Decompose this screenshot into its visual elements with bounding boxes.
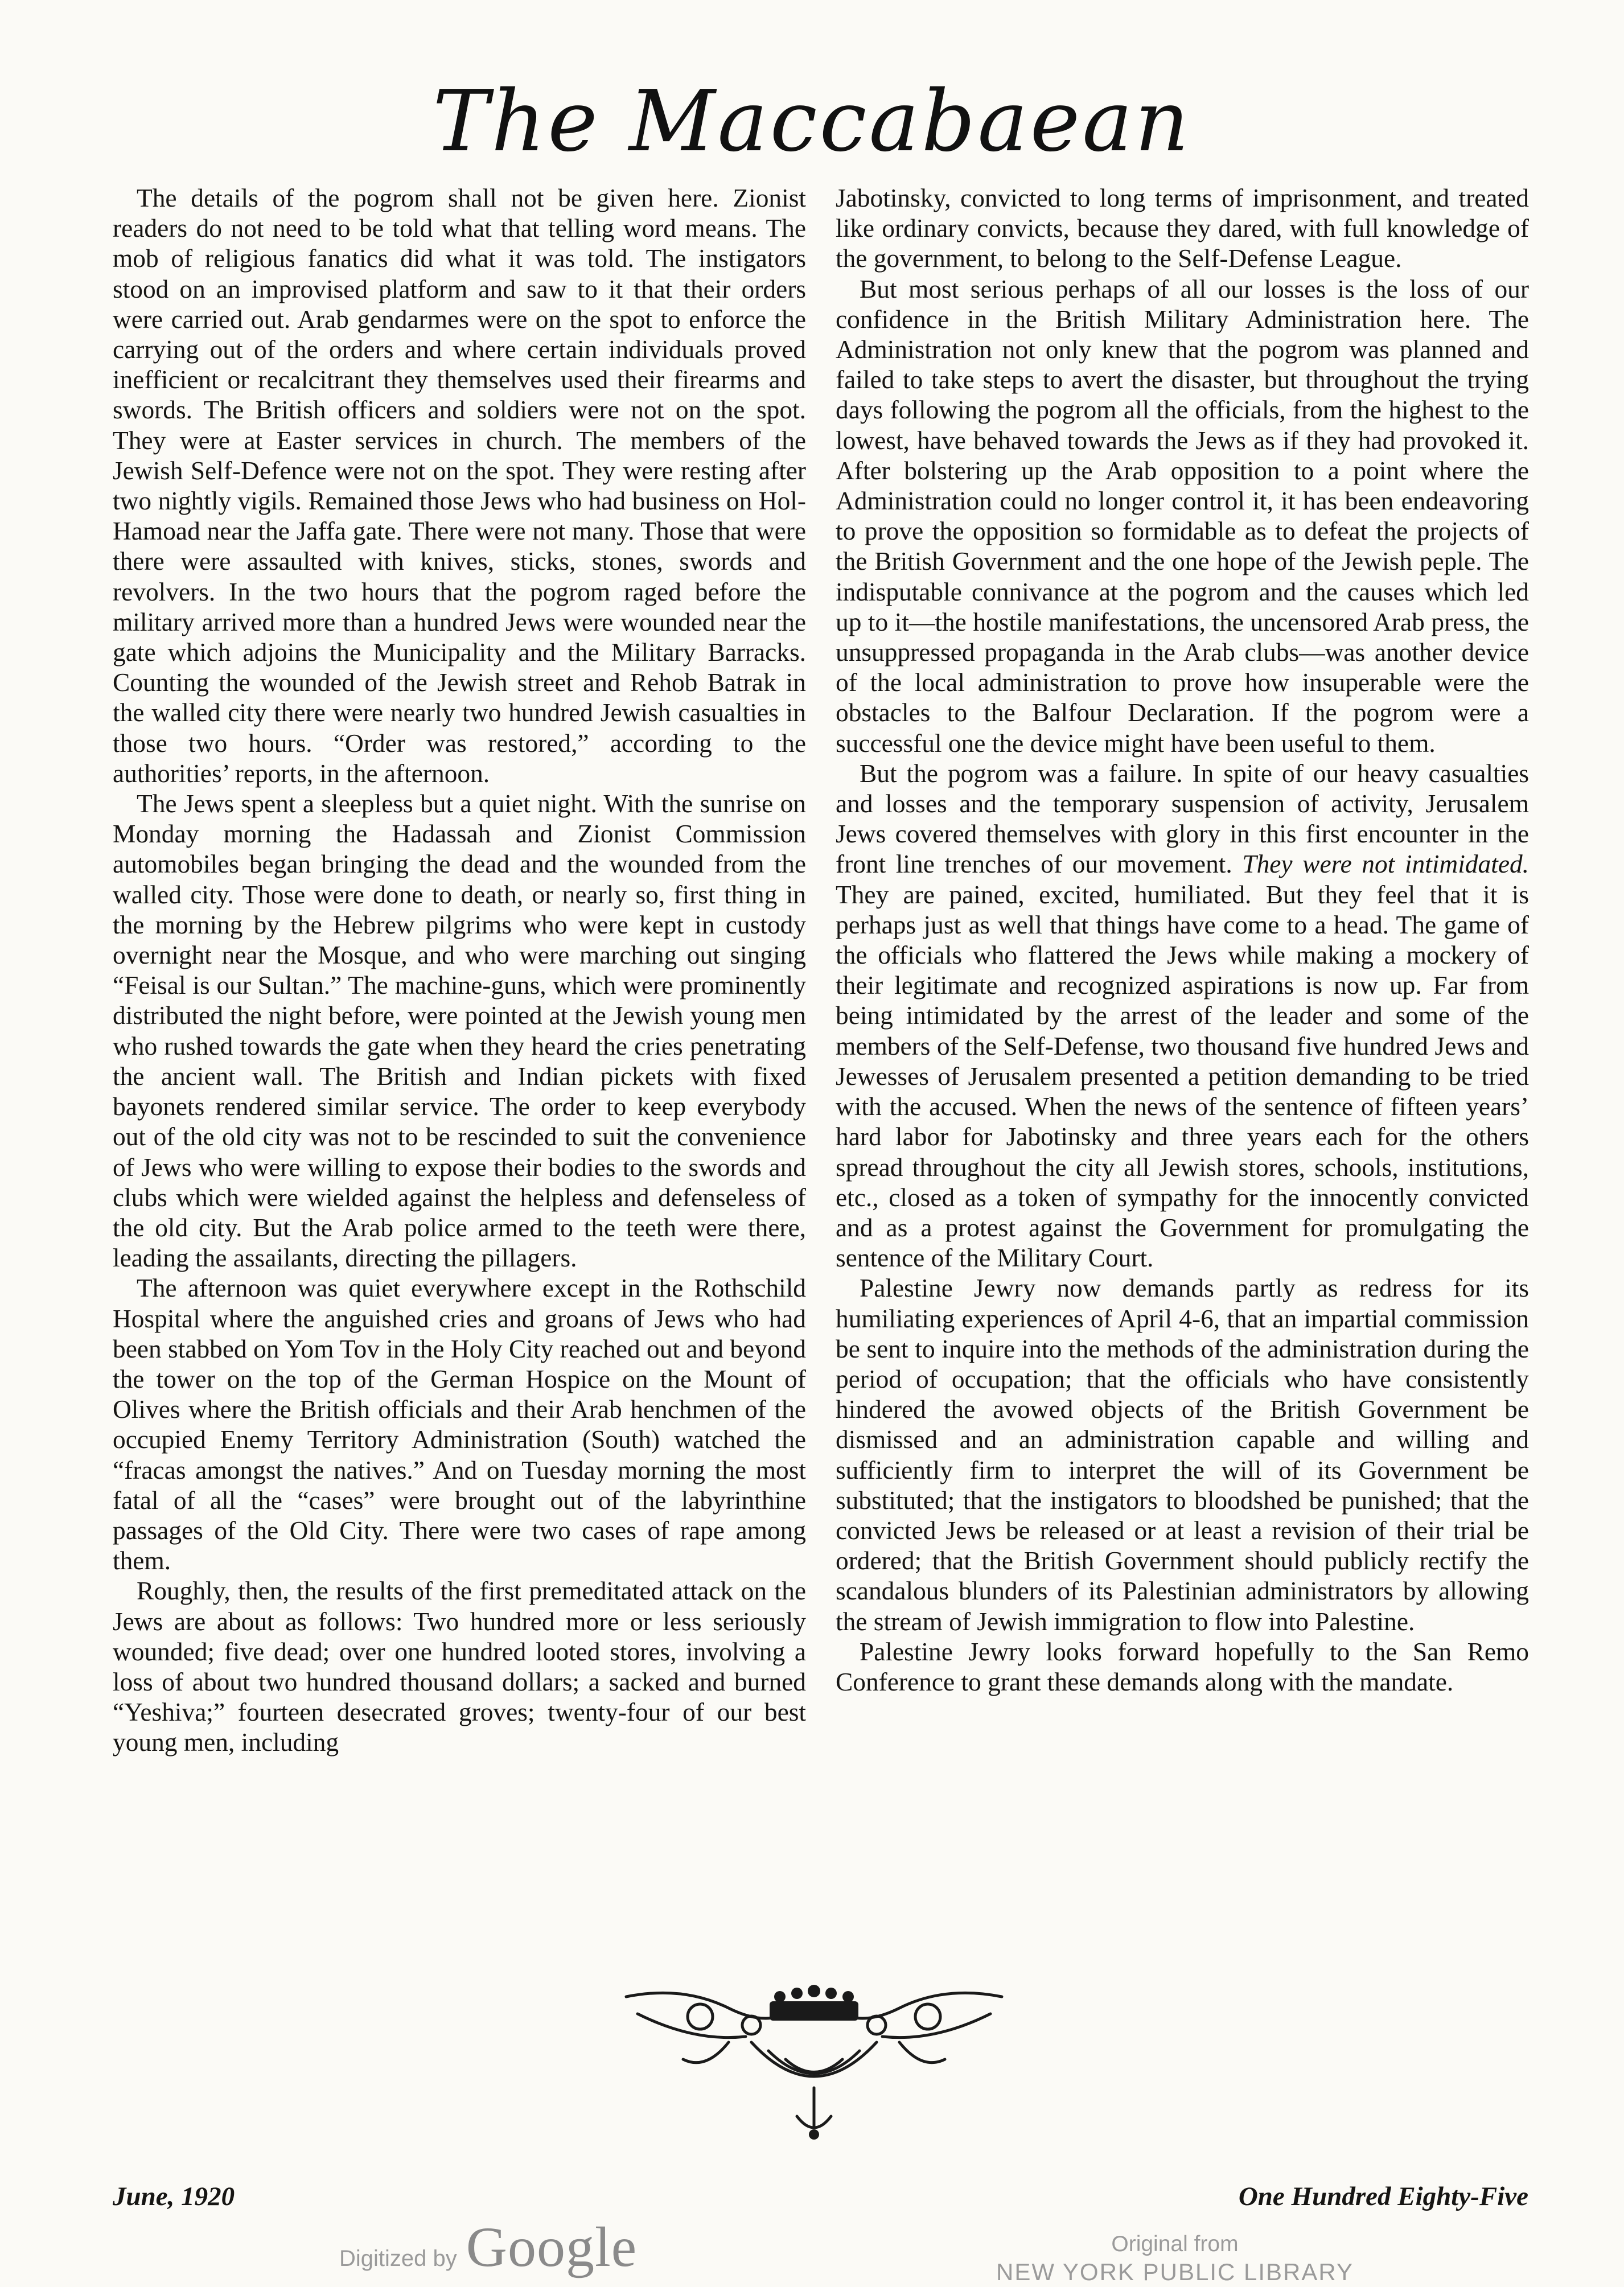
article-paragraph: Palestine Jewry now demands partly as redress for its humiliating experiences of April 4-6, that an impartial commission be sent to inquire into the methods of the administration during the period of occupation; that the officials who have consistently hindered the avowed objects of the British Government be dismissed and an administration capable and willing and sufficiently firm to interpret the will of its Government be substituted; that the instigators to bloodshed be punished; that the convicted Jews be released or at least a revision of their trial be ordered; that the British Government should publicly rectify the scandalous blunders of its Palestinian administrators by allowing the stream of Jewish immigration to flow into Palestine. bbox=[836, 1274, 1529, 1636]
masthead-title: The Maccabaean bbox=[433, 72, 1191, 170]
google-logo: Google bbox=[466, 2215, 638, 2278]
original-source-watermark bbox=[993, 2231, 1357, 2287]
masthead bbox=[0, 67, 1624, 175]
article-paragraph bbox=[836, 759, 1529, 1273]
article-left-column bbox=[113, 183, 806, 1758]
article-paragraph-continued: Jabotinsky, convicted to long terms of imprisonment, and treated like ordinary convicts, because they dared, with full knowledge of the government, to belong to the Self-Defense League. bbox=[836, 184, 1529, 273]
paragraph-text: But the pogrom was a failure. In spite of our heavy casualties and losses and the temporary suspension of activity, Jerusalem Jews covered themselves with glory in this first encounter in the front line trenches of our movement. bbox=[836, 759, 1529, 879]
digitized-watermark bbox=[339, 2214, 637, 2277]
paragraph-text: They are pained, excited, humiliated. But they feel that it is perhaps just as well that things have come to a head. The game of the officials who flattered the Jews while making a mockery of their legitimate and recognized aspirations is now up. Far from being intimidated by the arrest of the leader and some of the members of the Self-Defense, two thousand five hundred Jews and Jewesses of Jerusalem presented a petition demanding to be tried with the accused. When the news of the sentence of fifteen years’ hard labor for Jabotinsky and three years each for the others spread throughout the city all Jewish stores, schools, institutions, etc., closed as a token of sympathy for the innocently convicted and as a protest against the Government for promulgating the sentence of the Military Court. bbox=[836, 880, 1529, 1273]
crown-ornament-icon bbox=[615, 1974, 1013, 2145]
article-right-column bbox=[836, 183, 1529, 1697]
article-paragraph: But most serious perhaps of all our losses is the loss of our confidence in the British Military Administration here. The Administration not only knew that the pogrom was planned and failed to take steps to avert the disaster, but throughout the trying days following the pogrom all the officials, from the highest to the lowest, have behaved towards the Jews as if they had provoked it. After bolstering up the Arab opposition to a point where the Administration could no longer control it, it has been endeavoring to prove the opposition so formidable as to defeat the projects of the British Government and the one hope of the Jewish peple. The indisputable connivance at the pogrom and the causes which led up to it—the hostile manifestations, the uncensored Arab press, the unsuppressed propaganda in the Arab clubs—was another device of the local administration to prove how insuperable were the obstacles to the Balfour Declaration. If the pogrom were a successful one the device might have been useful to them. bbox=[836, 274, 1529, 758]
article-paragraph: The details of the pogrom shall not be given here. Zionist readers do not need to be told what that telling word means. The mob of religious fanatics did what it was told. The instigators stood on an improvised platform and saw to it that their orders were carried out. Arab gendarmes were on the spot to enforce the carrying out of the orders and where certain individuals proved inefficient or recalcitrant they themselves used their firearms and swords. The British officers and soldiers were not on the spot. They were at Easter services in church. The members of the Jewish Self-Defence were not on the spot. They were resting after two nightly vigils. Remained those Jews who had business on Hol-Hamoad near the Jaffa gate. There were not many. Those that were there were assaulted with knives, sticks, stones, swords and revolvers. In the two hours that the pogrom raged before the military arrived more than a hundred Jews were wounded near the gate which adjoins the Municipality and the Military Barracks. Counting the wounded of the Jewish street and Rehob Batrak in the walled city there were nearly two hundred Jewish casualties in those two hours. “Order was restored,” according to the authorities’ reports, in the afternoon. bbox=[113, 184, 806, 788]
issue-date: June, 1920 bbox=[113, 2182, 235, 2211]
article-paragraph: Palestine Jewry looks forward hopefully to the San Remo Conference to grant these demands along with the mandate. bbox=[836, 1637, 1529, 1696]
digitized-label: Digitized by bbox=[339, 2246, 457, 2271]
article-paragraph: The afternoon was quiet everywhere except in the Rothschild Hospital where the anguished cries and groans of Jews who had been stabbed on Yom Tov in the Holy City reached out and beyond the tower on the top of the German Hospice on the Mount of Olives where the British officials and their Arab henchmen of the occupied Enemy Territory Administration (South) watched the “fracas amongst the natives.” And on Tuesday morning the most fatal of all the “cases” were brought out of the labyrinthine passages of the Old City. There were two cases of rape among them. bbox=[113, 1274, 806, 1576]
page-number: One Hundred Eighty-Five bbox=[1238, 2182, 1528, 2211]
article-paragraph: Roughly, then, the results of the first premeditated attack on the Jews are about as follows: Two hundred more or less seriously wounded; five dead; over one hundred looted stores, involving a loss of about two hundred thousand dollars; a sacked and burned “Yeshiva;” fourteen desecrated groves; twenty-four of our best young men, including bbox=[113, 1577, 806, 1757]
emphasis-text: They were not intimidated. bbox=[1242, 850, 1530, 879]
article-paragraph: The Jews spent a sleepless but a quiet night. With the sunrise on Monday morning the Hadassah and Zionist Commission automobiles began bringing the dead and the wounded from the walled city. Those were done to death, or nearly so, first thing in the morning by the Hebrew pilgrims who were kept in custody overnight near the Mosque, and who were marching out singing “Feisal is our Sultan.” The machine-guns, which were prominently distributed the night before, were pointed at the Jewish young men who rushed towards the gate when they heard the cries penetrating the ancient wall. The British and Indian pickets with fixed bayonets rendered similar service. The order to keep everybody out of the old city was not to be rescinded to suit the convenience of Jews who were willing to expose their bodies to the swords and clubs which were wielded against the helpless and defenseless of the old city. But the Arab police armed to the teeth were there, leading the assailants, directing the pillagers. bbox=[113, 789, 806, 1273]
library-name: NEW YORK PUBLIC LIBRARY bbox=[996, 2259, 1354, 2285]
original-from-label: Original from bbox=[1111, 2232, 1239, 2256]
